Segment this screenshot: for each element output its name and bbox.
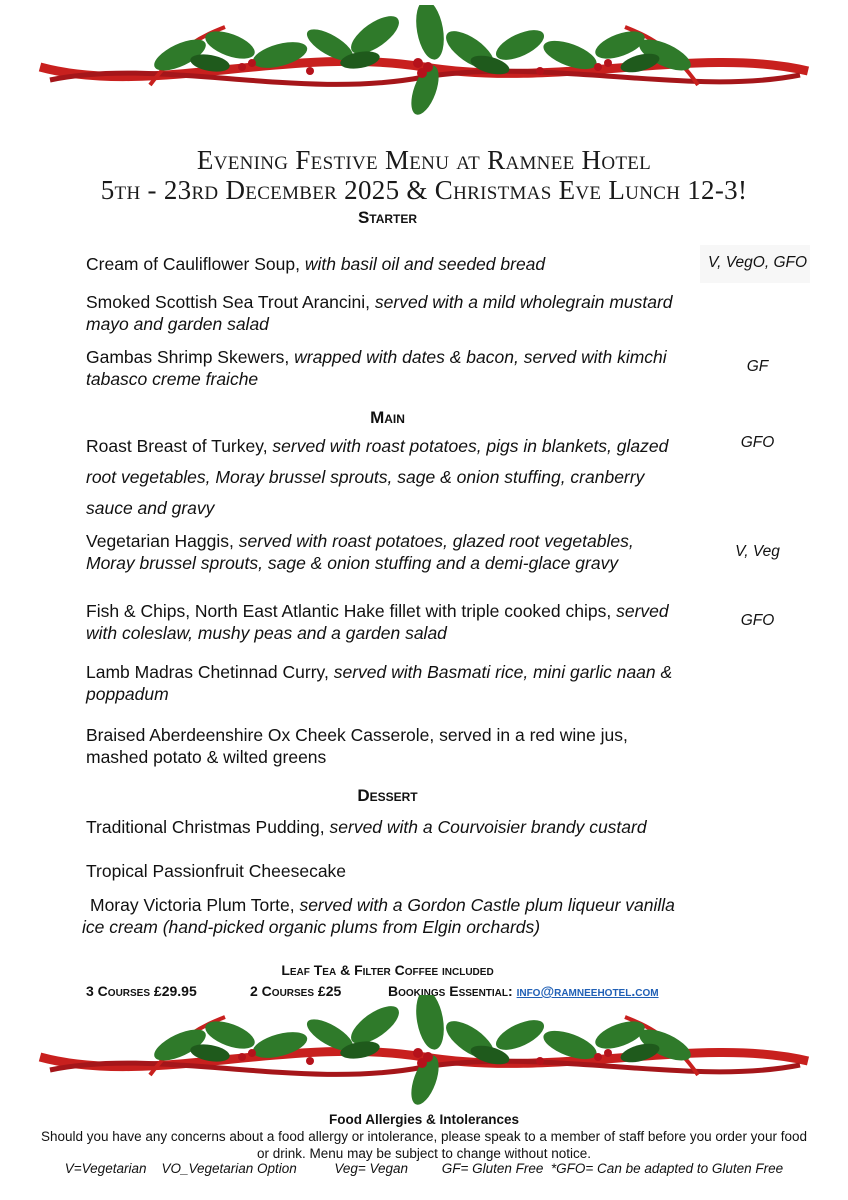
item-name: Braised Aberdeenshire Ox Cheek Casserole, served in a red wine jus, mashed potato & wilted greens [86, 725, 628, 767]
section-heading-main: Main [370, 408, 405, 427]
item-name: Fish & Chips, North East Atlantic Hake fillet with triple cooked chips, [86, 601, 612, 621]
menu-item [86, 816, 686, 838]
item-name: Gambas Shrimp Skewers, [86, 347, 290, 367]
menu-item [82, 894, 692, 938]
dietary-tag: V, VegO, GFO [707, 254, 808, 271]
item-description: served with a mild wholegrain mustard mayo and garden salad [86, 292, 673, 334]
holly-garland-bottom [30, 995, 818, 1107]
included-note: Leaf Tea & Filter Coffee included [281, 962, 494, 978]
menu-item [86, 860, 686, 882]
email-link[interactable]: info@ramneehotel.com [516, 983, 659, 999]
item-name: Moray Victoria Plum Torte, [90, 895, 295, 915]
item-description: served with a Courvoisier brandy custard [324, 817, 647, 837]
section-heading-dessert: Dessert [357, 786, 418, 805]
menu-item [86, 431, 686, 524]
allergy-title: Food Allergies & Intolerances [328, 1112, 520, 1127]
item-name: Vegetarian Haggis, [86, 531, 234, 551]
menu-item [86, 724, 686, 768]
item-description: with basil oil and seeded bread [299, 254, 546, 274]
price-two-courses: 2 Courses £25 [250, 983, 342, 999]
dietary-legend: V=Vegetarian VO_Vegetarian Option Veg= Vegan GF= Gluten Free *GFO= Can be adapted to Gluten Free [64, 1161, 784, 1176]
item-name: Traditional Christmas Pudding, [86, 817, 325, 837]
menu-item [86, 600, 686, 644]
dietary-tag: GF [746, 358, 769, 375]
menu-item [86, 661, 686, 705]
item-name: Cream of Cauliflower Soup, [86, 254, 300, 274]
item-description: wrapped with dates & bacon, served with kimchi tabasco creme fraiche [86, 347, 667, 389]
dietary-tag: GFO [740, 612, 775, 629]
item-name: Tropical Passionfruit Cheesecake [86, 861, 347, 881]
item-name: Smoked Scottish Sea Trout Arancini, [86, 292, 371, 312]
allergy-text: Should you have any concerns about a food allergy or intolerance, please speak to a member of staff before you order your food or drink. Menu may be subject to change without notice. [41, 1129, 807, 1161]
price-three-courses: 3 Courses £29.95 [86, 983, 197, 999]
menu-title: Evening Festive Menu at Ramnee Hotel [196, 145, 652, 175]
item-description: served with roast potatoes, pigs in blankets, glazed root vegetables, Moray brussel sprouts, sage & onion stuffing, cranberry sauce and gravy [86, 436, 669, 518]
menu-item [86, 253, 686, 275]
item-description: served with roast potatoes, glazed root vegetables, Moray brussel sprouts, sage & onion stuffing and a demi-glace gravy [86, 531, 634, 573]
dietary-tag: V, Veg [735, 543, 780, 560]
item-name: Roast Breast of Turkey, [86, 436, 268, 456]
holly-garland-top [30, 5, 818, 117]
item-name: Lamb Madras Chetinnad Curry, [86, 662, 329, 682]
dietary-tag: GFO [740, 434, 775, 451]
menu-item [86, 530, 686, 574]
item-description: served with a Gordon Castle plum liqueur vanilla ice cream (hand-picked organic plums from Elgin orchards) [82, 895, 675, 937]
menu-item [86, 346, 686, 390]
section-heading-starter: Starter [357, 208, 418, 227]
item-description: served with coleslaw, mushy peas and a garden salad [86, 601, 669, 643]
bookings-label: Bookings Essential: [388, 983, 517, 999]
menu-dates: 5th - 23rd December 2025 & Christmas Eve Lunch 12-3! [100, 175, 748, 205]
item-description: served with Basmati rice, mini garlic naan & poppadum [86, 662, 673, 704]
menu-item [86, 291, 686, 335]
